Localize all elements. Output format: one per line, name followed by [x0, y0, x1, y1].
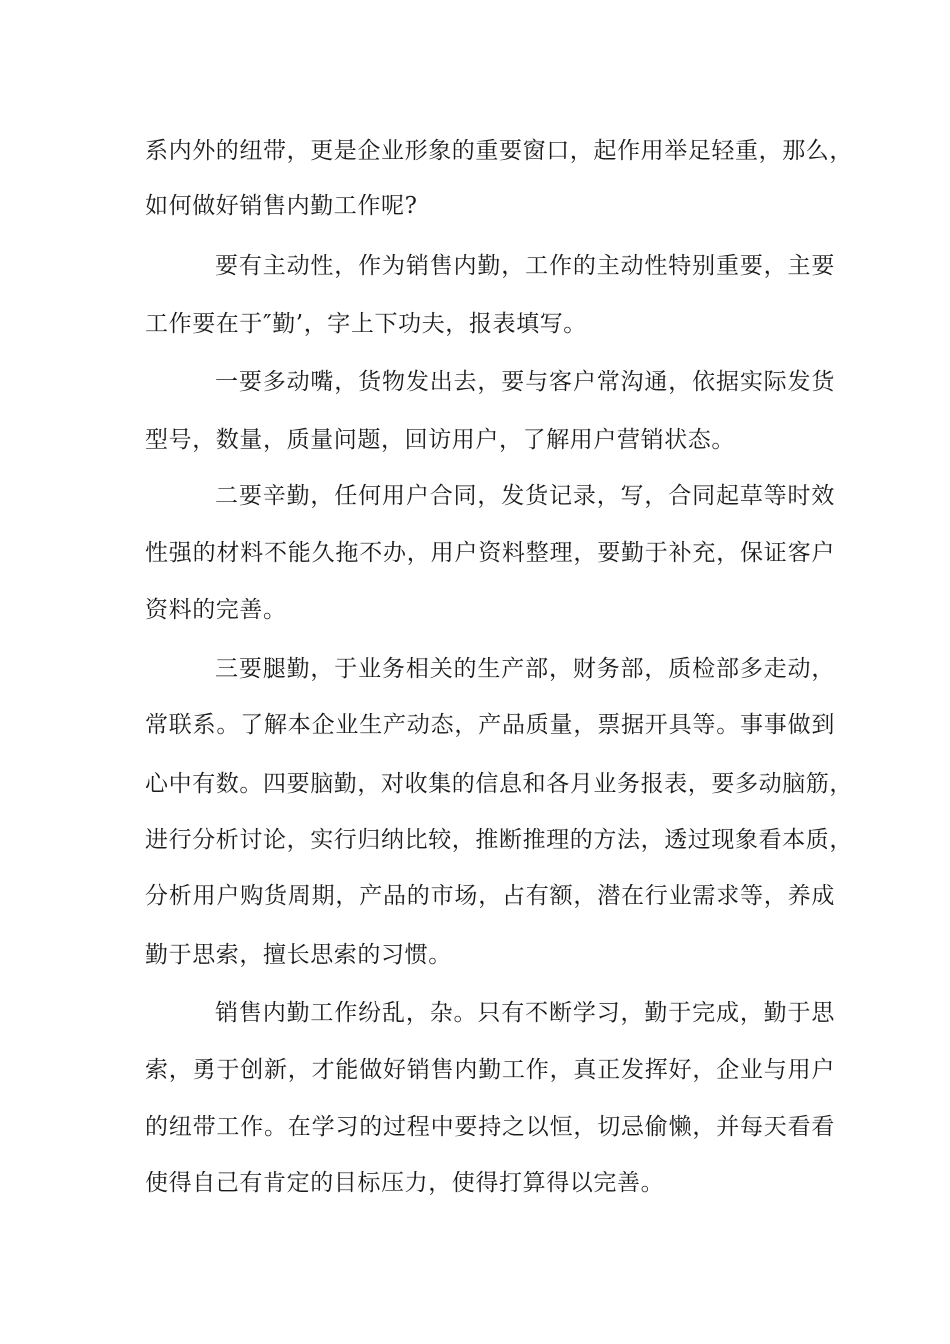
paragraph-line: 如何做好销售内勤工作呢?	[145, 193, 418, 219]
paragraph-line: 性强的材料不能久拖不办，用户资料整理，要勤于补充，保证客户	[145, 540, 835, 566]
paragraph-line: 型号，数量，质量问题，回访用户，了解用户营销状态。	[145, 427, 735, 453]
paragraph-line: 三要腿勤，于业务相关的生产部，财务部，质检部多走动，	[215, 656, 835, 682]
paragraph-line: 勤于思索，擅长思索的习惯。	[145, 942, 452, 968]
paragraph-line: 一要多动嘴，货物发出去，要与客户常沟通，依据实际发货	[215, 369, 835, 395]
paragraph-line: 常联系。了解本企业生产动态，产品质量，票据开具等。事事做到	[145, 712, 835, 738]
paragraph-line: 使得自己有肯定的目标压力，使得打算得以完善。	[145, 1170, 665, 1196]
paragraph-line: 要有主动性，作为销售内勤，工作的主动性特别重要，主要	[215, 253, 835, 279]
paragraph-line: 工作要在于″勤’，字上下功夫，报表填写。	[145, 311, 587, 337]
paragraph-line: 进行分析讨论，实行归纳比较，推断推理的方法，透过现象看本质，	[145, 827, 853, 853]
paragraph-line: 销售内勤工作纷乱，杂。只有不断学习，勤于完成，勤于思	[215, 1000, 835, 1026]
paragraph-line: 的纽带工作。在学习的过程中要持之以恒，切忌偷懒，并每天看看	[145, 1114, 835, 1140]
paragraph-line: 索，勇于创新，才能做好销售内勤工作，真正发挥好，企业与用户	[145, 1057, 835, 1083]
paragraph-line: 系内外的纽带，更是企业形象的重要窗口，起作用举足轻重，那么，	[145, 138, 853, 164]
paragraph-line: 资料的完善。	[145, 597, 287, 623]
paragraph-line: 心中有数。四要脑勤，对收集的信息和各月业务报表，要多动脑筋，	[145, 771, 853, 797]
paragraph-line: 二要辛勤，任何用户合同，发货记录，写，合同起草等时效	[215, 483, 835, 509]
paragraph-line: 分析用户购货周期，产品的市场，占有额，潜在行业需求等，养成	[145, 883, 835, 909]
